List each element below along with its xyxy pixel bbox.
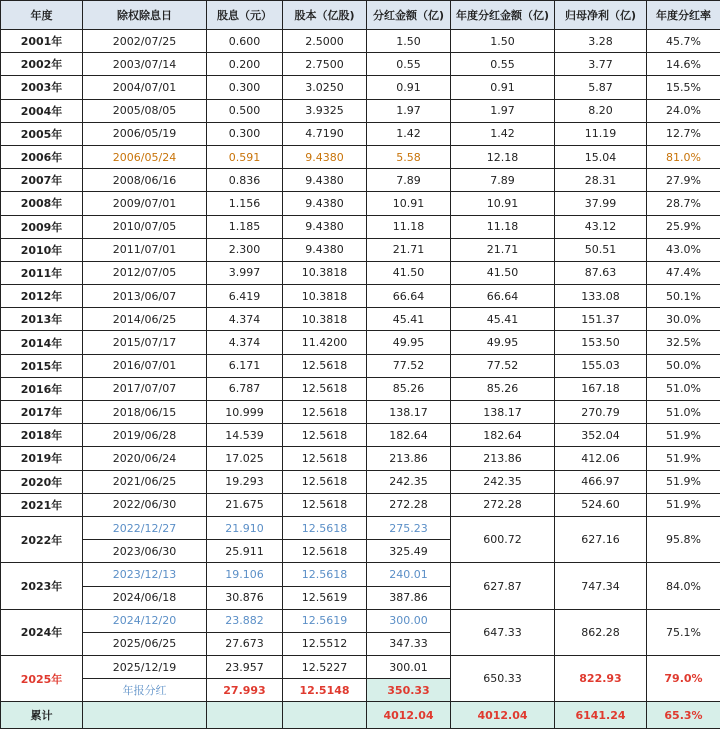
cell-year: 2003年 xyxy=(1,76,83,99)
cell-shares: 12.5618 xyxy=(283,493,367,516)
table-row xyxy=(1,285,720,308)
header-amount: 分红金额（亿) xyxy=(367,1,451,30)
cell-shares: 9.4380 xyxy=(283,145,367,168)
cell-shares: 10.3818 xyxy=(283,261,367,284)
cell-annual: 242.35 xyxy=(451,470,555,493)
total-empty xyxy=(207,702,283,729)
cell-date: 年报分红 xyxy=(83,679,207,702)
cell-annual: 41.50 xyxy=(451,261,555,284)
cell-year: 2012年 xyxy=(1,285,83,308)
cell-date: 2017/07/07 xyxy=(83,377,207,400)
cell-profit: 167.18 xyxy=(555,377,647,400)
cell-year: 2016年 xyxy=(1,377,83,400)
cell-shares: 10.3818 xyxy=(283,285,367,308)
cell-div: 25.911 xyxy=(207,540,283,563)
cell-rate: 51.9% xyxy=(647,470,720,493)
cell-shares: 12.5618 xyxy=(283,540,367,563)
cell-year: 2020年 xyxy=(1,470,83,493)
cell-profit: 153.50 xyxy=(555,331,647,354)
table-row xyxy=(1,238,720,261)
cell-shares: 11.4200 xyxy=(283,331,367,354)
cell-profit: 28.31 xyxy=(555,169,647,192)
cell-profit: 822.93 xyxy=(555,656,647,702)
cell-shares: 9.4380 xyxy=(283,215,367,238)
cell-rate: 45.7% xyxy=(647,30,720,53)
cell-date: 2018/06/15 xyxy=(83,401,207,424)
cell-shares: 12.5618 xyxy=(283,516,367,539)
header-dividend: 股息（元） xyxy=(207,1,283,30)
cell-amount: 1.97 xyxy=(367,99,451,122)
cell-profit: 524.60 xyxy=(555,493,647,516)
cell-rate: 28.7% xyxy=(647,192,720,215)
cell-date: 2024/12/20 xyxy=(83,609,207,632)
cell-date: 2022/12/27 xyxy=(83,516,207,539)
cell-rate: 15.5% xyxy=(647,76,720,99)
cell-div: 6.787 xyxy=(207,377,283,400)
cell-date: 2004/07/01 xyxy=(83,76,207,99)
cell-annual: 627.87 xyxy=(451,563,555,609)
cell-div: 0.200 xyxy=(207,53,283,76)
total-row xyxy=(1,702,720,729)
cell-amount: 0.91 xyxy=(367,76,451,99)
cell-shares: 10.3818 xyxy=(283,308,367,331)
cell-amount: 10.91 xyxy=(367,192,451,215)
cell-profit: 5.87 xyxy=(555,76,647,99)
table-row xyxy=(1,424,720,447)
cell-annual: 77.52 xyxy=(451,354,555,377)
header-net-profit: 归母净利（亿) xyxy=(555,1,647,30)
cell-profit: 3.77 xyxy=(555,53,647,76)
cell-year: 2001年 xyxy=(1,30,83,53)
cell-rate: 51.0% xyxy=(647,377,720,400)
cell-rate: 51.9% xyxy=(647,493,720,516)
cell-shares: 12.5227 xyxy=(283,656,367,679)
cell-year: 2023年 xyxy=(1,563,83,609)
cell-amount: 242.35 xyxy=(367,470,451,493)
header-row xyxy=(1,1,720,30)
cell-div: 19.106 xyxy=(207,563,283,586)
cell-annual: 138.17 xyxy=(451,401,555,424)
cell-shares: 12.5619 xyxy=(283,609,367,632)
cell-shares: 12.5148 xyxy=(283,679,367,702)
cell-div: 23.957 xyxy=(207,656,283,679)
cell-annual: 1.97 xyxy=(451,99,555,122)
cell-rate: 51.9% xyxy=(647,447,720,470)
total-amount: 4012.04 xyxy=(367,702,451,729)
cell-year: 2008年 xyxy=(1,192,83,215)
table-row xyxy=(1,215,720,238)
cell-amount: 41.50 xyxy=(367,261,451,284)
cell-year: 2009年 xyxy=(1,215,83,238)
cell-amount: 49.95 xyxy=(367,331,451,354)
cell-div: 1.156 xyxy=(207,192,283,215)
table-row xyxy=(1,308,720,331)
cell-rate: 95.8% xyxy=(647,516,720,562)
cell-amount: 213.86 xyxy=(367,447,451,470)
cell-annual: 11.18 xyxy=(451,215,555,238)
total-empty xyxy=(283,702,367,729)
cell-shares: 9.4380 xyxy=(283,238,367,261)
cell-year: 2017年 xyxy=(1,401,83,424)
cell-div: 30.876 xyxy=(207,586,283,609)
cell-profit: 352.04 xyxy=(555,424,647,447)
table-row xyxy=(1,354,720,377)
header-shares: 股本（亿股) xyxy=(283,1,367,30)
cell-date: 2014/06/25 xyxy=(83,308,207,331)
cell-date: 2020/06/24 xyxy=(83,447,207,470)
cell-amount: 138.17 xyxy=(367,401,451,424)
cell-rate: 50.0% xyxy=(647,354,720,377)
total-profit: 6141.24 xyxy=(555,702,647,729)
header-payout-rate: 年度分红率 xyxy=(647,1,720,30)
cell-amount: 66.64 xyxy=(367,285,451,308)
cell-annual: 1.50 xyxy=(451,30,555,53)
cell-div: 21.675 xyxy=(207,493,283,516)
cell-profit: 862.28 xyxy=(555,609,647,655)
cell-annual: 272.28 xyxy=(451,493,555,516)
cell-div: 21.910 xyxy=(207,516,283,539)
cell-profit: 11.19 xyxy=(555,122,647,145)
table-row xyxy=(1,656,720,679)
cell-year: 2013年 xyxy=(1,308,83,331)
cell-year: 2025年 xyxy=(1,656,83,702)
cell-year: 2005年 xyxy=(1,122,83,145)
cell-year: 2004年 xyxy=(1,99,83,122)
total-rate: 65.3% xyxy=(647,702,720,729)
cell-div: 27.673 xyxy=(207,632,283,655)
cell-amount: 5.58 xyxy=(367,145,451,168)
cell-div: 4.374 xyxy=(207,331,283,354)
cell-date: 2016/07/01 xyxy=(83,354,207,377)
cell-rate: 47.4% xyxy=(647,261,720,284)
cell-shares: 12.5618 xyxy=(283,377,367,400)
cell-div: 27.993 xyxy=(207,679,283,702)
cell-date: 2006/05/19 xyxy=(83,122,207,145)
cell-div: 23.882 xyxy=(207,609,283,632)
total-annual: 4012.04 xyxy=(451,702,555,729)
cell-rate: 27.9% xyxy=(647,169,720,192)
cell-year: 2018年 xyxy=(1,424,83,447)
cell-div: 2.300 xyxy=(207,238,283,261)
total-label: 累计 xyxy=(1,702,83,729)
cell-amount: 21.71 xyxy=(367,238,451,261)
cell-div: 0.591 xyxy=(207,145,283,168)
cell-div: 1.185 xyxy=(207,215,283,238)
header-year: 年度 xyxy=(1,1,83,30)
cell-amount: 275.23 xyxy=(367,516,451,539)
table-row xyxy=(1,99,720,122)
cell-date: 2005/08/05 xyxy=(83,99,207,122)
cell-year: 2006年 xyxy=(1,145,83,168)
table-row xyxy=(1,30,720,53)
table-row xyxy=(1,470,720,493)
cell-shares: 12.5618 xyxy=(283,354,367,377)
table-row xyxy=(1,493,720,516)
cell-profit: 270.79 xyxy=(555,401,647,424)
cell-profit: 466.97 xyxy=(555,470,647,493)
cell-rate: 24.0% xyxy=(647,99,720,122)
cell-date: 2023/12/13 xyxy=(83,563,207,586)
table-row xyxy=(1,76,720,99)
cell-year: 2024年 xyxy=(1,609,83,655)
cell-date: 2025/12/19 xyxy=(83,656,207,679)
cell-date: 2025/06/25 xyxy=(83,632,207,655)
table-row xyxy=(1,122,720,145)
cell-div: 10.999 xyxy=(207,401,283,424)
table-row xyxy=(1,516,720,539)
cell-year: 2007年 xyxy=(1,169,83,192)
table-row xyxy=(1,401,720,424)
cell-shares: 12.5618 xyxy=(283,447,367,470)
cell-amount: 350.33 xyxy=(367,679,451,702)
cell-div: 0.836 xyxy=(207,169,283,192)
cell-rate: 32.5% xyxy=(647,331,720,354)
cell-amount: 347.33 xyxy=(367,632,451,655)
header-ex-date: 除权除息日 xyxy=(83,1,207,30)
cell-rate: 14.6% xyxy=(647,53,720,76)
cell-date: 2023/06/30 xyxy=(83,540,207,563)
cell-profit: 627.16 xyxy=(555,516,647,562)
cell-div: 6.419 xyxy=(207,285,283,308)
cell-year: 2002年 xyxy=(1,53,83,76)
cell-div: 4.374 xyxy=(207,308,283,331)
cell-rate: 81.0% xyxy=(647,145,720,168)
cell-year: 2014年 xyxy=(1,331,83,354)
cell-date: 2015/07/17 xyxy=(83,331,207,354)
cell-div: 0.300 xyxy=(207,122,283,145)
cell-shares: 3.9325 xyxy=(283,99,367,122)
cell-annual: 213.86 xyxy=(451,447,555,470)
cell-profit: 87.63 xyxy=(555,261,647,284)
cell-date: 2010/07/05 xyxy=(83,215,207,238)
cell-profit: 151.37 xyxy=(555,308,647,331)
cell-shares: 2.7500 xyxy=(283,53,367,76)
cell-shares: 4.7190 xyxy=(283,122,367,145)
cell-amount: 11.18 xyxy=(367,215,451,238)
cell-rate: 84.0% xyxy=(647,563,720,609)
cell-annual: 21.71 xyxy=(451,238,555,261)
cell-profit: 37.99 xyxy=(555,192,647,215)
cell-rate: 51.9% xyxy=(647,424,720,447)
cell-rate: 51.0% xyxy=(647,401,720,424)
cell-amount: 325.49 xyxy=(367,540,451,563)
cell-annual: 85.26 xyxy=(451,377,555,400)
cell-year: 2021年 xyxy=(1,493,83,516)
cell-annual: 647.33 xyxy=(451,609,555,655)
table-row xyxy=(1,377,720,400)
cell-rate: 75.1% xyxy=(647,609,720,655)
cell-shares: 12.5512 xyxy=(283,632,367,655)
cell-year: 2015年 xyxy=(1,354,83,377)
cell-amount: 182.64 xyxy=(367,424,451,447)
cell-year: 2011年 xyxy=(1,261,83,284)
table-row xyxy=(1,169,720,192)
cell-div: 19.293 xyxy=(207,470,283,493)
cell-annual: 0.55 xyxy=(451,53,555,76)
table-row xyxy=(1,609,720,632)
cell-date: 2008/06/16 xyxy=(83,169,207,192)
cell-div: 14.539 xyxy=(207,424,283,447)
table-row xyxy=(1,53,720,76)
cell-annual: 10.91 xyxy=(451,192,555,215)
cell-div: 0.600 xyxy=(207,30,283,53)
cell-amount: 45.41 xyxy=(367,308,451,331)
cell-amount: 0.55 xyxy=(367,53,451,76)
cell-annual: 12.18 xyxy=(451,145,555,168)
cell-date: 2022/06/30 xyxy=(83,493,207,516)
cell-annual: 0.91 xyxy=(451,76,555,99)
cell-annual: 182.64 xyxy=(451,424,555,447)
table-row xyxy=(1,563,720,586)
cell-date: 2021/06/25 xyxy=(83,470,207,493)
cell-date: 2013/06/07 xyxy=(83,285,207,308)
cell-rate: 30.0% xyxy=(647,308,720,331)
cell-profit: 3.28 xyxy=(555,30,647,53)
table-row xyxy=(1,331,720,354)
cell-shares: 9.4380 xyxy=(283,169,367,192)
cell-profit: 747.34 xyxy=(555,563,647,609)
cell-amount: 272.28 xyxy=(367,493,451,516)
cell-rate: 79.0% xyxy=(647,656,720,702)
cell-annual: 66.64 xyxy=(451,285,555,308)
cell-year: 2019年 xyxy=(1,447,83,470)
cell-rate: 12.7% xyxy=(647,122,720,145)
cell-shares: 3.0250 xyxy=(283,76,367,99)
cell-amount: 1.50 xyxy=(367,30,451,53)
cell-date: 2019/06/28 xyxy=(83,424,207,447)
cell-amount: 85.26 xyxy=(367,377,451,400)
cell-profit: 15.04 xyxy=(555,145,647,168)
cell-annual: 1.42 xyxy=(451,122,555,145)
cell-annual: 7.89 xyxy=(451,169,555,192)
cell-date: 2002/07/25 xyxy=(83,30,207,53)
cell-rate: 50.1% xyxy=(647,285,720,308)
cell-date: 2011/07/01 xyxy=(83,238,207,261)
cell-shares: 9.4380 xyxy=(283,192,367,215)
cell-div: 0.500 xyxy=(207,99,283,122)
cell-year: 2010年 xyxy=(1,238,83,261)
cell-year: 2022年 xyxy=(1,516,83,562)
cell-date: 2006/05/24 xyxy=(83,145,207,168)
cell-date: 2009/07/01 xyxy=(83,192,207,215)
cell-profit: 50.51 xyxy=(555,238,647,261)
cell-annual: 45.41 xyxy=(451,308,555,331)
cell-profit: 133.08 xyxy=(555,285,647,308)
cell-shares: 12.5618 xyxy=(283,401,367,424)
cell-shares: 12.5618 xyxy=(283,470,367,493)
cell-rate: 25.9% xyxy=(647,215,720,238)
cell-date: 2012/07/05 xyxy=(83,261,207,284)
cell-rate: 43.0% xyxy=(647,238,720,261)
cell-annual: 49.95 xyxy=(451,331,555,354)
cell-amount: 1.42 xyxy=(367,122,451,145)
cell-profit: 412.06 xyxy=(555,447,647,470)
cell-shares: 12.5619 xyxy=(283,586,367,609)
cell-amount: 7.89 xyxy=(367,169,451,192)
cell-shares: 2.5000 xyxy=(283,30,367,53)
cell-amount: 77.52 xyxy=(367,354,451,377)
cell-div: 6.171 xyxy=(207,354,283,377)
cell-amount: 300.00 xyxy=(367,609,451,632)
table-row xyxy=(1,447,720,470)
table-row xyxy=(1,192,720,215)
cell-div: 17.025 xyxy=(207,447,283,470)
cell-annual: 600.72 xyxy=(451,516,555,562)
cell-date: 2024/06/18 xyxy=(83,586,207,609)
total-empty xyxy=(83,702,207,729)
cell-profit: 8.20 xyxy=(555,99,647,122)
cell-profit: 155.03 xyxy=(555,354,647,377)
table-row xyxy=(1,261,720,284)
cell-annual: 650.33 xyxy=(451,656,555,702)
cell-profit: 43.12 xyxy=(555,215,647,238)
cell-amount: 240.01 xyxy=(367,563,451,586)
table-row xyxy=(1,145,720,168)
cell-date: 2003/07/14 xyxy=(83,53,207,76)
cell-amount: 387.86 xyxy=(367,586,451,609)
cell-shares: 12.5618 xyxy=(283,424,367,447)
cell-div: 0.300 xyxy=(207,76,283,99)
cell-div: 3.997 xyxy=(207,261,283,284)
header-annual-amount: 年度分红金额（亿) xyxy=(451,1,555,30)
cell-amount: 300.01 xyxy=(367,656,451,679)
cell-shares: 12.5618 xyxy=(283,563,367,586)
